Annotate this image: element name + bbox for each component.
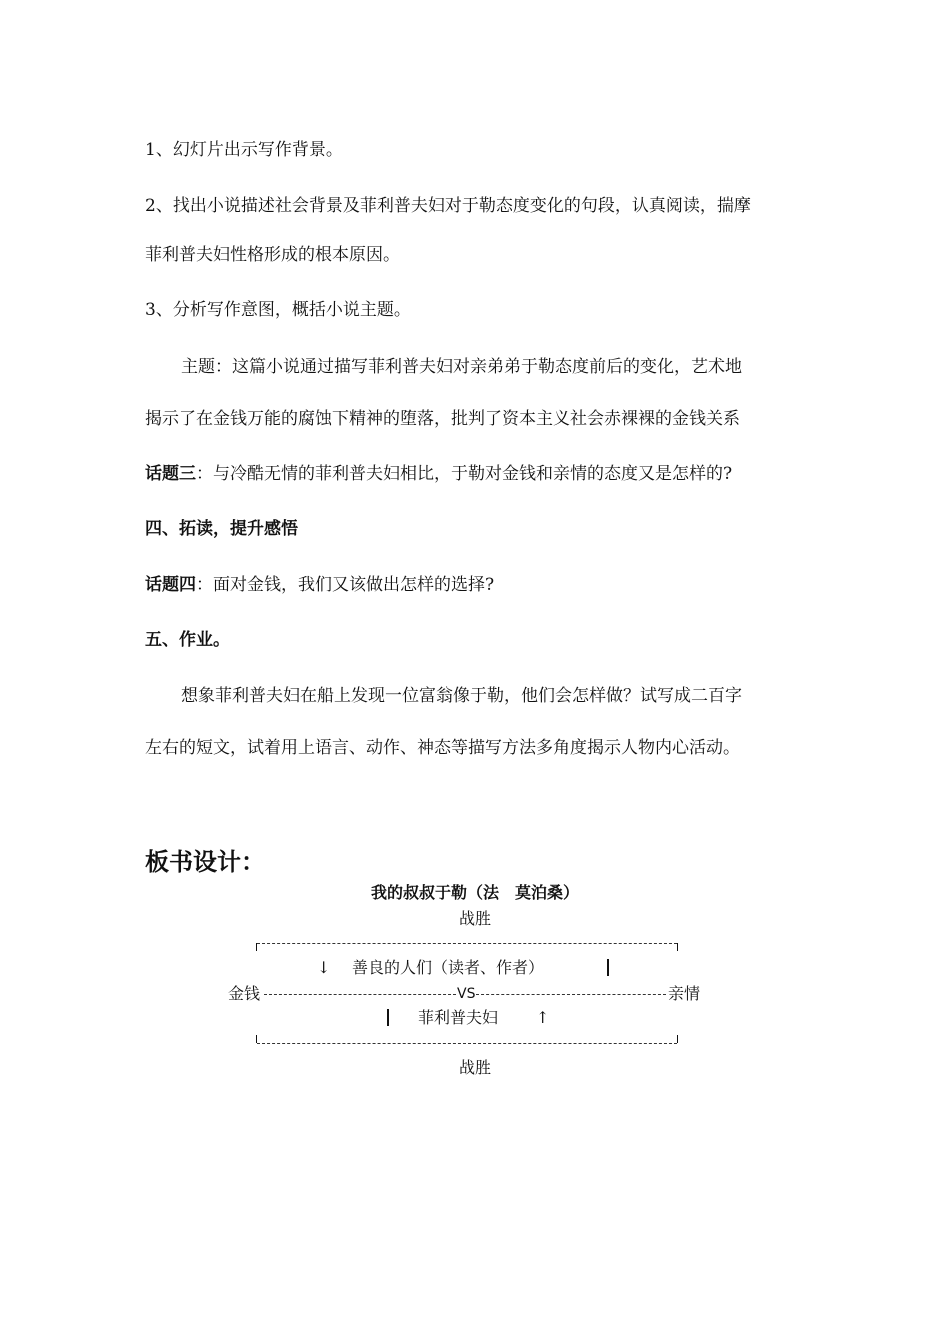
topic-3-text: ：与冷酷无情的菲利普夫妇相比，于勒对金钱和亲情的态度又是怎样的? xyxy=(196,464,733,484)
top-bracket-line xyxy=(257,943,677,944)
down-arrow-icon: ↓ xyxy=(317,958,331,977)
lower-row-bar xyxy=(387,1009,389,1026)
step-2-line-1: 2、找出小说描述社会背景及菲利普夫妇对于勒态度变化的句段，认真阅读，揣摩 xyxy=(145,196,751,216)
bottom-label: 战胜 xyxy=(458,1058,491,1077)
top-bracket-right-tick xyxy=(677,943,678,951)
up-arrow-icon: ↑ xyxy=(536,1008,550,1027)
family-love-label: 亲情 xyxy=(668,984,701,1003)
vs-label: VS xyxy=(457,986,476,1002)
step-2-line-2: 菲利普夫妇性格形成的根本原因。 xyxy=(145,245,400,265)
right-dash-line xyxy=(476,994,666,995)
topic-4-label: 话题四 xyxy=(145,575,196,595)
board-title: 我的叔叔于勒（法 莫泊桑） xyxy=(370,883,579,902)
theme-line-1: 主题：这篇小说通过描写菲利普夫妇对亲弟弟于勒态度前后的变化，艺术地 xyxy=(181,357,742,377)
step-1: 1、幻灯片出示写作背景。 xyxy=(145,140,343,160)
section-5-heading: 五、作业。 xyxy=(145,630,230,650)
section-4-heading: 四、拓读，提升感悟 xyxy=(145,519,298,539)
step-3: 3、分析写作意图，概括小说主题。 xyxy=(145,300,411,320)
bottom-bracket-line xyxy=(257,1043,677,1044)
bottom-bracket-right-tick xyxy=(677,1035,678,1043)
topic-3-label: 话题三 xyxy=(145,464,196,484)
board-heading: 板书设计： xyxy=(145,848,265,876)
philippe-couple-label: 菲利普夫妇 xyxy=(418,1008,499,1027)
topic-4 xyxy=(145,573,494,597)
theme-line-2: 揭示了在金钱万能的腐蚀下精神的堕落，批判了资本主义社会赤裸裸的金钱关系 xyxy=(145,409,740,429)
homework-line-2: 左右的短文，试着用上语言、动作、神态等描写方法多角度揭示人物内心活动。 xyxy=(145,738,740,758)
upper-row-bar xyxy=(607,959,609,976)
topic-3 xyxy=(145,462,732,486)
homework-line-1: 想象菲利普夫妇在船上发现一位富翁像于勒，他们会怎样做？试写成二百字 xyxy=(181,686,742,706)
left-dash-line xyxy=(264,994,456,995)
top-label: 战胜 xyxy=(458,909,491,928)
top-bracket-left-tick xyxy=(256,943,257,951)
money-label: 金钱 xyxy=(228,984,261,1003)
topic-4-text: ：面对金钱，我们又该做出怎样的选择? xyxy=(196,575,495,595)
good-people-label: 善良的人们（读者、作者） xyxy=(352,958,545,977)
bottom-bracket-left-tick xyxy=(256,1035,257,1043)
